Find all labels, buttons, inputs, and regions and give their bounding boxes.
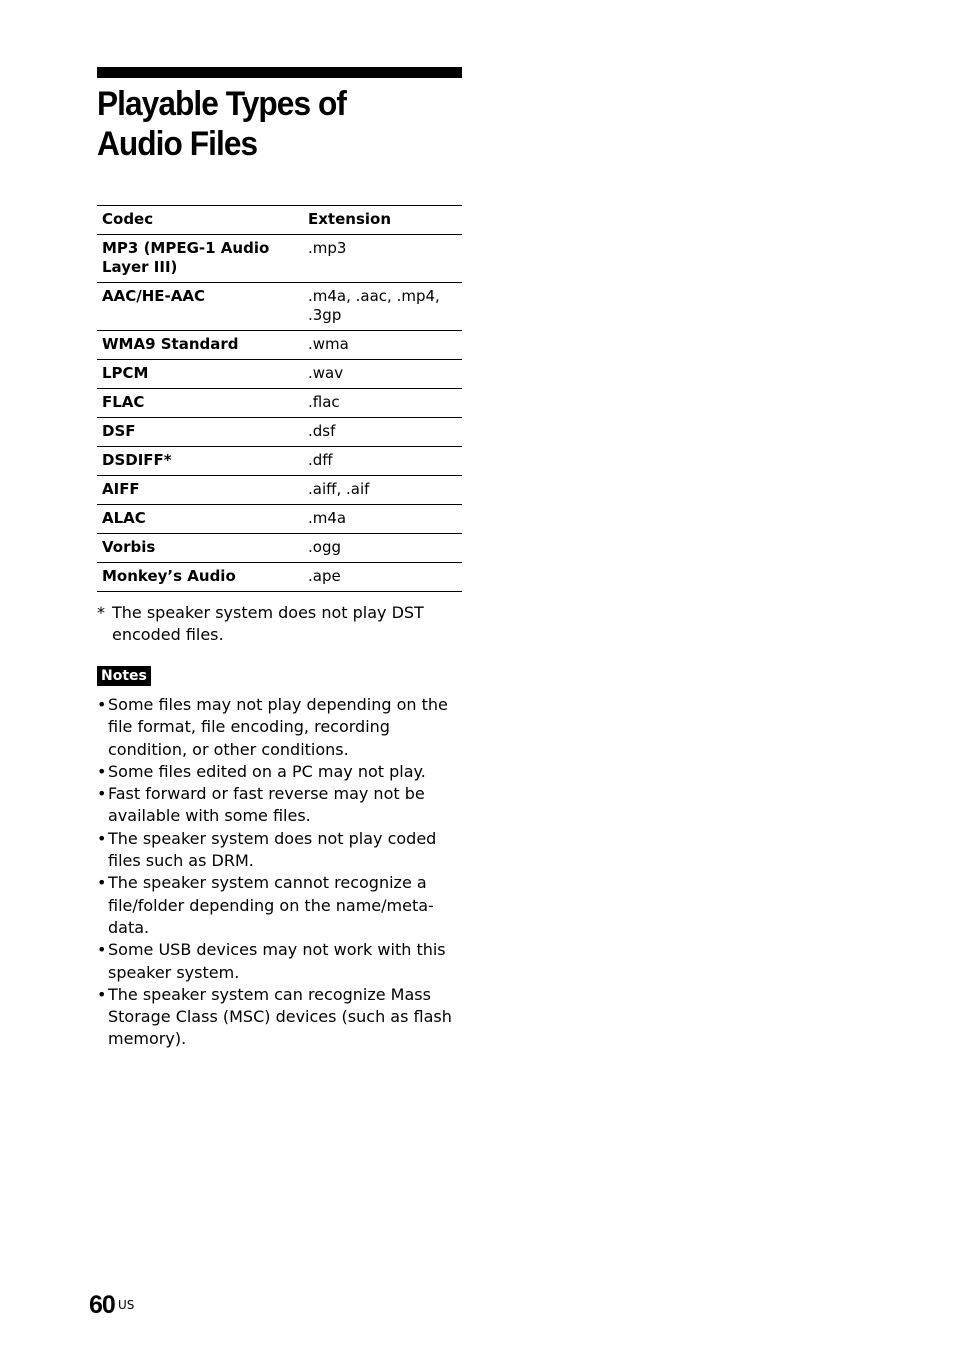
note-text: The speaker system can recognize Mass Storage Class (MSC) devices (such as flash memory). [108,984,452,1049]
table-row [97,331,462,360]
bullet-icon: • [97,873,107,893]
table-footnote [97,602,462,646]
title-rule [97,67,462,78]
bullet-icon: • [97,784,107,804]
extension-cell: .m4a, .aac, .mp4, .3gp [303,283,462,331]
page-region-suffix: US [118,1298,135,1312]
codec-cell: LPCM [97,360,303,389]
codec-column-header: Codec [97,206,303,235]
footnote-asterisk: * [97,603,105,622]
codec-cell: Vorbis [97,534,303,563]
list-item [97,828,465,873]
note-text: The speaker system does not play coded files such as DRM. [108,828,437,871]
table-row [97,563,462,592]
note-text: The speaker system cannot recognize a file/folder depending on the name/meta-data. [108,873,434,937]
codec-table [97,205,462,592]
note-text: Some files edited on a PC may not play. [108,761,426,781]
table-row [97,447,462,476]
page-number: 60 [89,1291,115,1319]
codec-cell: AIFF [97,476,303,505]
table-row [97,418,462,447]
list-item [97,984,465,1051]
codec-cell: DSDIFF* [97,447,303,476]
list-item [97,872,465,939]
list-item [97,761,465,783]
list-item [97,783,465,828]
bullet-icon: • [97,984,107,1004]
list-item [97,694,465,761]
codec-cell: ALAC [97,505,303,534]
table-row [97,476,462,505]
extension-cell: .ogg [303,534,462,563]
extension-cell: .wma [303,331,462,360]
extension-column-header: Extension [303,206,462,235]
footnote-text: The speaker system does not play DST encoded files. [112,603,424,644]
table-header-row [97,206,462,235]
note-text: Some USB devices may not work with this speaker system. [108,940,446,982]
extension-cell: .aiff, .aif [303,476,462,505]
codec-cell: WMA9 Standard [97,331,303,360]
bullet-icon: • [97,695,107,714]
note-text: Fast forward or fast reverse may not be available with some files. [108,784,425,826]
page-title: Playable Types of Audio Files [97,85,346,163]
bullet-icon: • [97,940,107,960]
table-row [97,360,462,389]
codec-cell: DSF [97,418,303,447]
bullet-icon: • [97,761,107,781]
table-row [97,389,462,418]
table-row [97,534,462,563]
codec-cell: MP3 (MPEG-1 Audio Layer III) [97,235,303,283]
notes-badge: Notes [97,666,151,686]
table-row [97,235,462,283]
extension-cell: .dsf [303,418,462,447]
codec-cell: AAC/HE-AAC [97,283,303,331]
notes-list [97,694,465,1051]
extension-cell: .dff [303,447,462,476]
list-item [97,939,465,984]
extension-cell: .m4a [303,505,462,534]
table-row [97,283,462,331]
extension-cell: .wav [303,360,462,389]
bullet-icon: • [97,828,107,848]
extension-cell: .ape [303,563,462,592]
codec-cell: FLAC [97,389,303,418]
codec-cell: Monkey’s Audio [97,563,303,592]
note-text: Some files may not play depending on the file format, file encoding, recording condition, or other conditions. [108,695,448,759]
extension-cell: .flac [303,389,462,418]
extension-cell: .mp3 [303,235,462,283]
table-row [97,505,462,534]
